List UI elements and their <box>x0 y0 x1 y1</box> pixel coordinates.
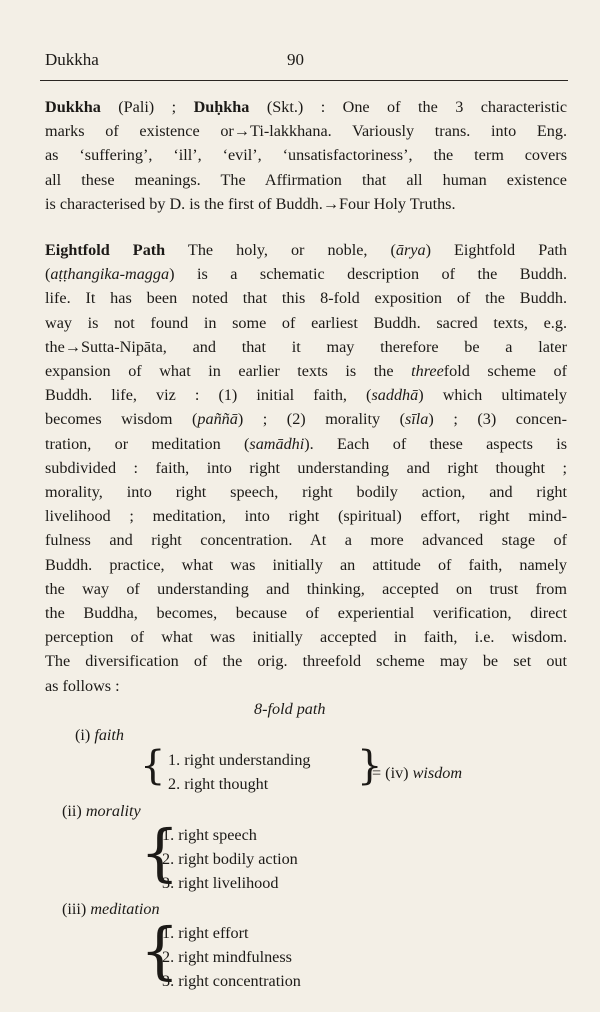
entry-eightfold-line: fulness and right concentration. At a more advanced stage of <box>45 531 567 550</box>
wisdom-word: wisdom <box>412 764 463 782</box>
group-faith-label: (i) faith <box>75 726 125 744</box>
meditation-item: 2. right mindfulness <box>162 948 292 966</box>
group-faith-word: faith <box>94 726 125 744</box>
group-meditation-label: (iii) meditation <box>62 900 160 918</box>
left-brace-icon: { <box>140 914 180 987</box>
left-brace-icon: { <box>140 743 166 789</box>
morality-item: 3. right livelihood <box>162 874 279 892</box>
entry-eightfold-line-1: Eightfold Path The holy, or noble, (ārya) Eightfold Path <box>45 241 567 260</box>
entry-eightfold-line: expansion of what in earlier texts is the threefold scheme of <box>45 362 567 381</box>
running-head-title: Dukkha <box>45 50 99 69</box>
entry-dukkha-line: all these meanings. The Affirmation that all human existence <box>45 170 567 189</box>
entry-eightfold-line: perception of what was initially accepted in faith, i.e. wisdom. <box>45 628 567 647</box>
entry-eightfold-line: Buddh. life, viz : (1) initial faith, (saddhā) which ultimately <box>45 386 567 405</box>
entry-dukkha-line: marks of existence or→Ti-lakkhana. Variously trans. into Eng. <box>45 122 567 141</box>
wisdom-label: = (iv) wisdom <box>372 764 463 782</box>
entry-eightfold-line: (aṭṭhangika-magga) is a schematic description of the Buddh. <box>45 265 567 284</box>
morality-item: 2. right bodily action <box>162 850 298 868</box>
faith-item: 1. right understanding <box>168 751 311 769</box>
meditation-item: 3. right concentration <box>162 972 301 990</box>
meditation-item: 1. right effort <box>162 924 249 942</box>
entry-eightfold-line: morality, into right speech, right bodily action, and right <box>45 483 567 502</box>
entry-eightfold-line: way is not found in some of earliest Buddh. sacred texts, e.g. <box>45 313 567 332</box>
entry-eightfold-line: life. It has been noted that this 8-fold exposition of the Buddh. <box>45 289 567 308</box>
entry-dukkha-line-1: Dukkha (Pali) ; Duḥkha (Skt.) : One of the 3 characteristic <box>45 98 567 116</box>
entry-eightfold-line: becomes wisdom (paññā) ; (2) morality (sīla) ; (3) concen- <box>45 410 567 429</box>
entry-headword: Dukkha <box>45 98 101 116</box>
entry-eightfold-line: The diversification of the orig. threefold scheme may be set out <box>45 652 567 671</box>
entry-eightfold-line: as follows : <box>45 676 120 695</box>
entry-dukkha-line: as ‘suffering’, ‘ill’, ‘evil’, ‘unsatisfactoriness’, the term covers <box>45 146 567 165</box>
left-brace-icon: { <box>140 816 180 889</box>
entry-headword: Eightfold Path <box>45 241 166 260</box>
entry-headword-skt: Duḥkha <box>193 98 250 116</box>
entry-eightfold-line: Buddh. practice, what was initially an attitude of faith, namely <box>45 555 567 574</box>
faith-item: 2. right thought <box>168 775 269 793</box>
right-brace-icon: } <box>357 743 383 789</box>
morality-item: 1. right speech <box>162 826 257 844</box>
entry-eightfold-line: subdivided : faith, into right understanding and right thought ; <box>45 458 567 477</box>
group-meditation-word: meditation <box>90 900 160 918</box>
entry-eightfold-line: the→Sutta-Nipāta, and that it may therefore be a later <box>45 337 567 356</box>
entry-eightfold-line: the Buddha, becomes, because of experiential verification, direct <box>45 604 567 623</box>
page-number: 90 <box>287 50 304 69</box>
scheme-title: 8-fold path <box>254 700 326 718</box>
group-morality-label: (ii) morality <box>62 802 141 820</box>
entry-eightfold-line: the way of understanding and thinking, accepted on trust from <box>45 579 567 598</box>
entry-dukkha-line: is characterised by D. is the first of Buddh.→Four Holy Truths. <box>45 194 456 213</box>
group-morality-word: morality <box>85 802 141 820</box>
entry-eightfold-line: livelihood ; meditation, into right (spiritual) effort, right mind- <box>45 507 567 526</box>
entry-eightfold-line: tration, or meditation (samādhi). Each of these aspects is <box>45 434 567 453</box>
